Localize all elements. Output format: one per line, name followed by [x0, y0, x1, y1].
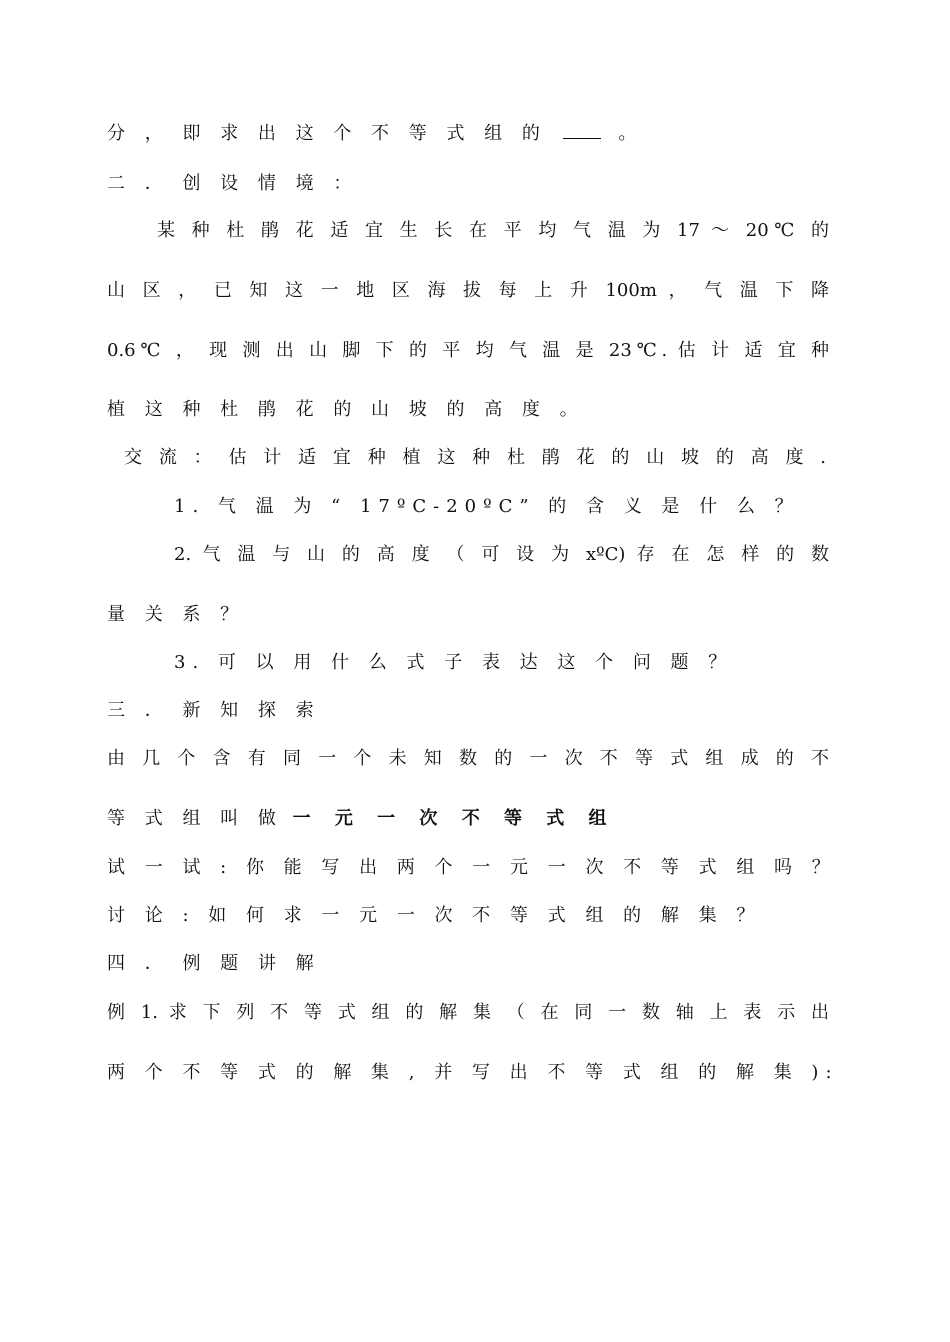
text-line-1-main: 分 ， 即 求 出 这 个 不 等 式 组 的 [107, 123, 547, 144]
try-it-line: 试 一 试 : 你 能 写 出 两 个 一 元 一 次 不 等 式 组 吗 ？ [107, 857, 837, 878]
definition-term: 一 元 一 次 不 等 式 组 [292, 808, 616, 829]
section-heading-3: 三 ． 新 知 探 索 [107, 700, 321, 721]
definition-line-1: 由 几 个 含 有 同 一 个 未 知 数 的 一 次 不 等 式 组 成 的 不 [107, 748, 829, 769]
text-line-5: 0.6℃ ， 现 测 出 山 脚 下 的 平 均 气 温 是 23℃. 估 计 适 宜 种 [107, 340, 829, 361]
section-heading-4: 四 ． 例 题 讲 解 [107, 953, 321, 974]
text-line-3: 某 种 杜 鹃 花 适 宜 生 长 在 平 均 气 温 为 17 ～ 20℃ 的 [157, 220, 829, 241]
text-line-1 [107, 122, 829, 146]
question-3: 3. 可 以 用 什 么 式 子 表 达 这 个 问 题 ？ [174, 652, 734, 673]
example-1-line-2: 两 个 不 等 式 的 解 集 , 并 写 出 不 等 式 组 的 解 集 ): [107, 1062, 839, 1083]
section-heading-2: 二 ． 创 设 情 境 ： [107, 173, 359, 194]
answer-blank [563, 124, 601, 139]
discussion-line: 讨 论 : 如 何 求 一 元 一 次 不 等 式 组 的 解 集 ？ [107, 905, 762, 926]
text-line-1-end: 。 [618, 123, 637, 144]
definition-line-2 [107, 807, 829, 831]
text-line-7: 交 流 ： 估 计 适 宜 种 植 这 种 杜 鹃 花 的 山 坡 的 高 度 . [124, 447, 826, 468]
text-line-4: 山 区 ， 已 知 这 一 地 区 海 拔 每 上 升 100m ， 气 温 下 降 [107, 280, 829, 301]
text-line-6: 植 这 种 杜 鹃 花 的 山 坡 的 高 度 。 [107, 399, 585, 420]
question-1: 1. 气 温 为 “ 17ºC-20ºC” 的 含 义 是 什 么 ？ [174, 496, 800, 517]
question-2-continued: 量 关 系 ？ [107, 604, 246, 625]
question-2: 2. 气 温 与 山 的 高 度 （ 可 设 为 xºC) 存 在 怎 样 的 数 [174, 544, 829, 565]
example-1-line-1: 例 1. 求 下 列 不 等 式 组 的 解 集 （ 在 同 一 数 轴 上 表 示 出 [107, 1002, 829, 1023]
definition-line-2-main: 等 式 组 叫 做 [107, 808, 283, 829]
